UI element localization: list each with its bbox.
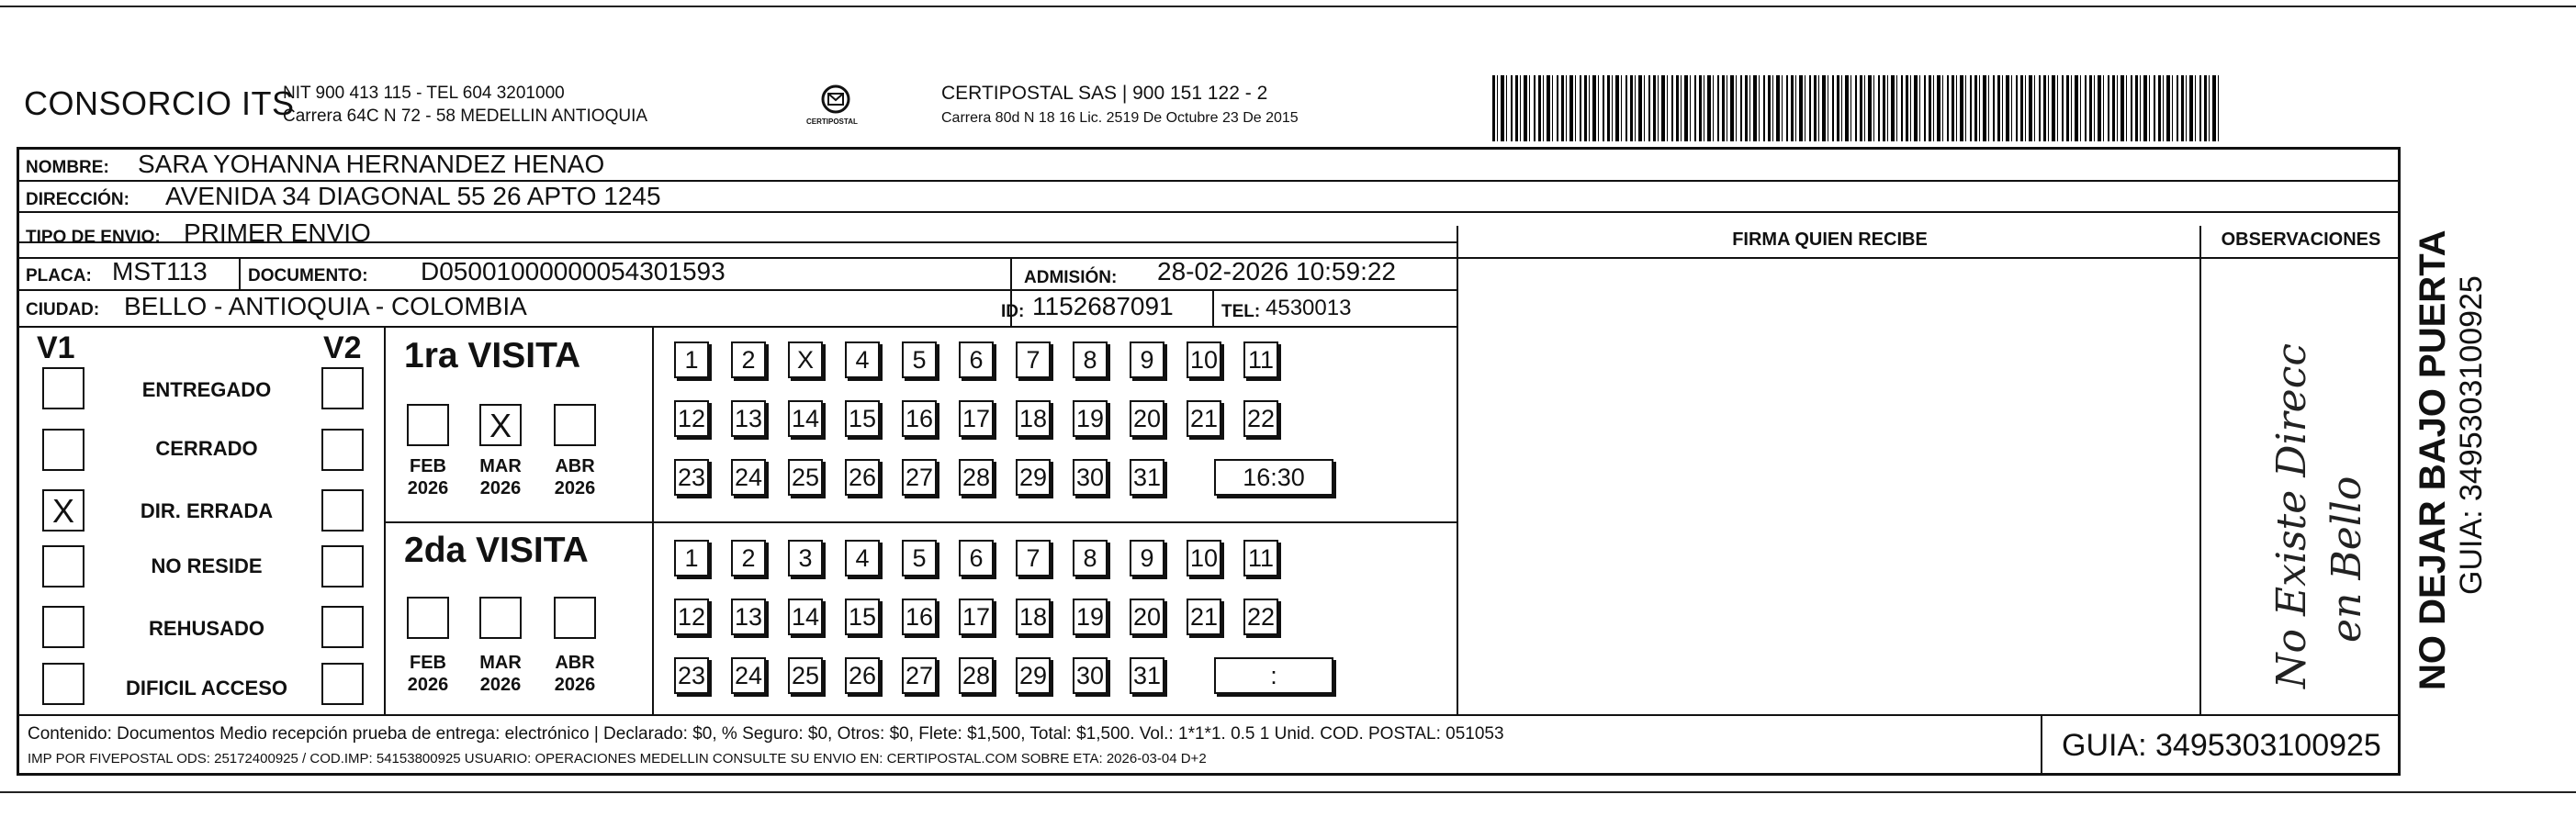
second-visit-day-23[interactable]: 23 (674, 657, 709, 694)
first-visit-day-12[interactable]: 12 (674, 400, 709, 437)
tel-value: 4530013 (1266, 296, 1352, 320)
firma-label: FIRMA QUIEN RECIBE (1732, 229, 1928, 250)
second-visit-day-5[interactable]: 5 (902, 540, 937, 576)
second-visit-day-30[interactable]: 30 (1073, 657, 1108, 694)
first-visit-day-6[interactable]: 6 (959, 341, 994, 378)
second-visit-day-15[interactable]: 15 (845, 599, 880, 635)
side-guia: GUIA: 3495303100925 (2454, 275, 2489, 595)
second-visit-day-26[interactable]: 26 (845, 657, 880, 694)
first-visit-day-24[interactable]: 24 (731, 459, 766, 496)
placa-label: PLACA: (26, 266, 92, 285)
second-visit-time-field[interactable]: : (1214, 657, 1333, 694)
first-visit-day-28[interactable]: 28 (959, 459, 994, 496)
first-visit-day-1[interactable]: 1 (674, 341, 709, 378)
ciudad-label: CIUDAD: (26, 300, 100, 319)
nombre-label: NOMBRE: (26, 158, 109, 177)
second-visit-day-2[interactable]: 2 (731, 540, 766, 576)
second-visit-day-21[interactable]: 21 (1187, 599, 1221, 635)
col-divider (2041, 714, 2042, 776)
second-visit-day-16[interactable]: 16 (902, 599, 937, 635)
row-divider (17, 326, 1458, 328)
status-no-reside: NO RESIDE (151, 554, 263, 577)
v2-dificil-acceso-checkbox[interactable] (321, 663, 364, 705)
v2-rehusado-checkbox[interactable] (321, 606, 364, 648)
first-visit-day-30[interactable]: 30 (1073, 459, 1108, 496)
observaciones-label: OBSERVACIONES (2221, 229, 2381, 250)
first-visit-day-29[interactable]: 29 (1016, 459, 1051, 496)
id-value: 1152687091 (1032, 292, 1174, 320)
first-visit-feb-label: FEB 2026 (407, 456, 449, 498)
nombre-value: SARA YOHANNA HERNANDEZ HENAO (138, 150, 605, 178)
first-visit-day-21[interactable]: 21 (1187, 400, 1221, 437)
footer-guia: GUIA: 3495303100925 (2062, 728, 2381, 763)
ciudad-value: BELLO - ANTIOQUIA - COLOMBIA (124, 292, 527, 320)
handwritten-note-line1: No Existe Direcc (2268, 343, 2315, 688)
second-visit-day-1[interactable]: 1 (674, 540, 709, 576)
second-visit-day-12[interactable]: 12 (674, 599, 709, 635)
first-visit-feb-checkbox[interactable] (407, 404, 449, 446)
row-divider (384, 521, 1458, 523)
second-visit-day-22[interactable]: 22 (1243, 599, 1278, 635)
placa-value: MST113 (112, 257, 208, 285)
v1-no-reside-checkbox[interactable] (42, 545, 84, 588)
first-visit-mar-label: MAR 2026 (479, 456, 522, 498)
first-visit-abr-label: ABR 2026 (554, 456, 596, 498)
carrier-address: Carrera 80d N 18 16 Lic. 2519 De Octubre 23 De 2015 (941, 110, 1299, 126)
company-name: CONSORCIO ITS (24, 84, 295, 122)
documento-value: D05001000000054301593 (421, 257, 726, 285)
carrier-name: CERTIPOSTAL SAS | 900 151 122 - 2 (941, 83, 1268, 104)
second-visit-day-4[interactable]: 4 (845, 540, 880, 576)
second-visit-day-13[interactable]: 13 (731, 599, 766, 635)
first-visit-day-23[interactable]: 23 (674, 459, 709, 496)
first-visit-day-31[interactable]: 31 (1130, 459, 1164, 496)
second-visit-day-3[interactable]: 3 (788, 540, 823, 576)
row-divider (17, 211, 2401, 213)
col-divider (384, 326, 386, 716)
first-visit-day-14[interactable]: 14 (788, 400, 823, 437)
first-visit-day-26[interactable]: 26 (845, 459, 880, 496)
side-warning: NO DEJAR BAJO PUERTA (2413, 229, 2453, 690)
first-visit-mar-checkbox[interactable]: X (479, 404, 522, 446)
first-visit-day-10[interactable]: 10 (1187, 341, 1221, 378)
barcode (1492, 75, 2222, 141)
handwritten-note-line2: en Bello (2323, 476, 2370, 643)
first-visit-day-4[interactable]: 4 (845, 341, 880, 378)
first-visit-day-2[interactable]: 2 (731, 341, 766, 378)
second-visit-day-27[interactable]: 27 (902, 657, 937, 694)
first-visit-day-19[interactable]: 19 (1073, 400, 1108, 437)
v1-dificil-acceso-checkbox[interactable] (42, 663, 84, 705)
second-visit-day-20[interactable]: 20 (1130, 599, 1164, 635)
first-visit-day-15[interactable]: 15 (845, 400, 880, 437)
col-divider (1212, 289, 1214, 326)
tipo-envio-value: PRIMER ENVIO (184, 218, 371, 247)
logo-text: CERTIPOSTAL (806, 118, 858, 126)
company-nit: NIT 900 413 115 - TEL 604 3201000 (283, 84, 565, 103)
direccion-label: DIRECCIÓN: (26, 190, 129, 209)
first-visit-day-20[interactable]: 20 (1130, 400, 1164, 437)
status-rehusado: REHUSADO (149, 617, 264, 640)
second-visit-day-7[interactable]: 7 (1016, 540, 1051, 576)
second-visit-day-18[interactable]: 18 (1016, 599, 1051, 635)
col-divider (2199, 226, 2201, 716)
v1-label: V1 (37, 330, 75, 365)
bottom-border (0, 791, 2576, 793)
first-visit-day-11[interactable]: 11 (1243, 341, 1278, 378)
company-address: Carrera 64C N 72 - 58 MEDELLIN ANTIOQUIA (283, 106, 648, 126)
id-label: ID: (1001, 302, 1025, 321)
top-border (0, 6, 2576, 7)
second-visit-day-10[interactable]: 10 (1187, 540, 1221, 576)
col-divider (1457, 226, 1458, 716)
status-dificil-acceso: DIFICIL ACCESO (125, 677, 287, 699)
first-visit-title: 1ra VISITA (404, 336, 581, 375)
second-visit-abr-label: ABR 2026 (554, 653, 596, 695)
second-visit-mar-checkbox[interactable] (479, 597, 522, 639)
second-visit-day-17[interactable]: 17 (959, 599, 994, 635)
v2-cerrado-checkbox[interactable] (321, 429, 364, 471)
second-visit-day-31[interactable]: 31 (1130, 657, 1164, 694)
first-visit-day-16[interactable]: 16 (902, 400, 937, 437)
first-visit-day-13[interactable]: 13 (731, 400, 766, 437)
first-visit-day-3[interactable]: X (788, 341, 823, 378)
second-visit-day-6[interactable]: 6 (959, 540, 994, 576)
second-visit-day-28[interactable]: 28 (959, 657, 994, 694)
first-visit-day-9[interactable]: 9 (1130, 341, 1164, 378)
v1-entregado-checkbox[interactable] (42, 367, 84, 409)
footer-impresion: IMP POR FIVEPOSTAL ODS: 25172400925 / COD.IMP: 54153800925 USUARIO: OPERACIONES MEDELLIN CONSULTE SU ENVIO EN: CERTIPOSTAL.COM SOBRE ETA: 2026-03-04 D+2 (28, 751, 1207, 767)
row-divider (17, 714, 2401, 716)
row-divider (17, 289, 1458, 291)
col-divider (239, 257, 241, 289)
v2-entregado-checkbox[interactable] (321, 367, 364, 409)
second-visit-day-8[interactable]: 8 (1073, 540, 1108, 576)
second-visit-day-24[interactable]: 24 (731, 657, 766, 694)
second-visit-day-29[interactable]: 29 (1016, 657, 1051, 694)
v1-dir-errada-checkbox[interactable]: X (42, 489, 84, 532)
v1-cerrado-checkbox[interactable] (42, 429, 84, 471)
v1-rehusado-checkbox[interactable] (42, 606, 84, 648)
first-visit-day-27[interactable]: 27 (902, 459, 937, 496)
second-visit-day-19[interactable]: 19 (1073, 599, 1108, 635)
direccion-value: AVENIDA 34 DIAGONAL 55 26 APTO 1245 (165, 182, 661, 210)
first-visit-day-8[interactable]: 8 (1073, 341, 1108, 378)
status-dir-errada: DIR. ERRADA (140, 499, 274, 522)
tipo-envio-label: TIPO DE ENVIO: (26, 228, 161, 247)
second-visit-mar-label: MAR 2026 (479, 653, 522, 695)
col-divider (652, 326, 654, 716)
second-visit-abr-checkbox[interactable] (554, 597, 596, 639)
first-visit-time-field[interactable]: 16:30 (1214, 459, 1333, 496)
first-visit-day-25[interactable]: 25 (788, 459, 823, 496)
v2-dir-errada-checkbox[interactable] (321, 489, 364, 532)
envelope-logo-icon (808, 81, 863, 136)
status-entregado: ENTREGADO (141, 378, 272, 401)
first-visit-day-17[interactable]: 17 (959, 400, 994, 437)
second-visit-day-9[interactable]: 9 (1130, 540, 1164, 576)
admision-value: 28-02-2026 10:59:22 (1157, 257, 1396, 285)
first-visit-abr-checkbox[interactable] (554, 404, 596, 446)
second-visit-day-11[interactable]: 11 (1243, 540, 1278, 576)
certipostal-logo (808, 81, 863, 136)
first-visit-day-18[interactable]: 18 (1016, 400, 1051, 437)
documento-label: DOCUMENTO: (248, 266, 368, 285)
footer-contenido: Contenido: Documentos Medio recepción prueba de entrega: electrónico | Declarado: $0, % Seguro: $0, Otros: $0, Flete: $1,500, Total: $1,500. Vol.: 1*1*1. 0.5 1 Unid. COD. POSTAL: 051053 (28, 724, 1504, 744)
first-visit-day-5[interactable]: 5 (902, 341, 937, 378)
status-cerrado: CERRADO (155, 437, 258, 460)
second-visit-day-25[interactable]: 25 (788, 657, 823, 694)
second-visit-feb-label: FEB 2026 (407, 653, 449, 695)
tel-label: TEL: (1221, 302, 1261, 321)
second-visit-day-14[interactable]: 14 (788, 599, 823, 635)
first-visit-day-22[interactable]: 22 (1243, 400, 1278, 437)
second-visit-title: 2da VISITA (404, 531, 589, 570)
admision-label: ADMISIÓN: (1024, 268, 1118, 287)
v2-label: V2 (323, 330, 362, 365)
v2-no-reside-checkbox[interactable] (321, 545, 364, 588)
first-visit-day-7[interactable]: 7 (1016, 341, 1051, 378)
second-visit-feb-checkbox[interactable] (407, 597, 449, 639)
